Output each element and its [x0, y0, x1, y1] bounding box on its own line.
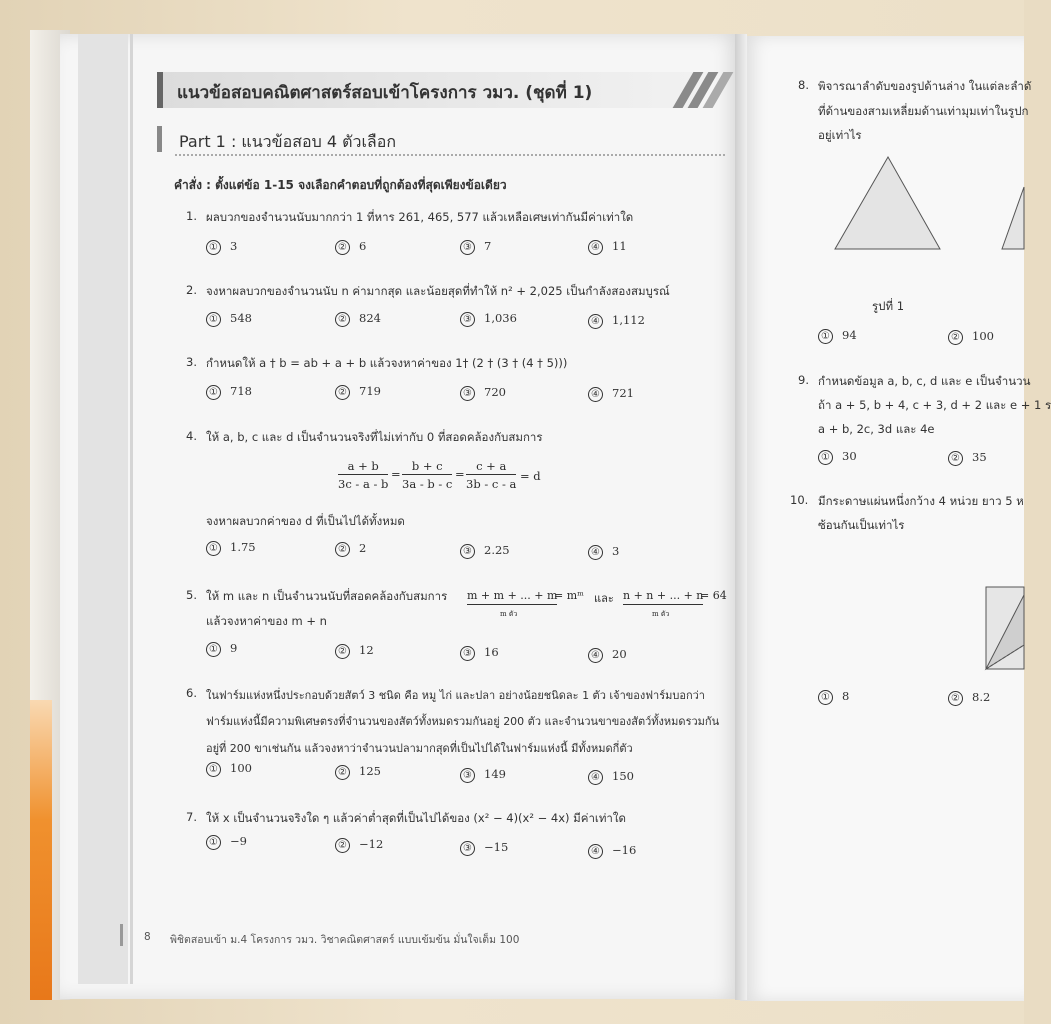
answer-option: ④ 721	[588, 386, 634, 402]
answer-option: ② 100	[948, 329, 994, 345]
triangle-figures	[830, 152, 1024, 254]
choice-circle-icon: ③	[460, 841, 475, 856]
question-text: พิจารณาลำดับของรูปด้านล่าง ในแต่ละลำดั	[818, 79, 1032, 93]
choice-circle-icon: ①	[206, 541, 221, 556]
answer-option: ③ 2.25	[460, 543, 510, 559]
answer-option: ③ −15	[460, 840, 508, 856]
answer-option: ③ 720	[460, 385, 506, 401]
question-text: ให้ a, b, c และ d เป็นจำนวนจริงที่ไม่เท่ากับ 0 ที่สอดคล้องกับสมการ	[206, 430, 543, 444]
equation-end: = d	[520, 469, 541, 483]
equals-sign: =	[455, 467, 465, 481]
choice-circle-icon: ①	[818, 690, 833, 705]
question-text: ให้ m และ n เป็นจำนวนนับที่สอดคล้องกับสมการ	[206, 589, 448, 603]
paper-fold-figure	[984, 585, 1024, 671]
choice-circle-icon: ①	[206, 642, 221, 657]
question-number: 10.	[790, 493, 809, 507]
choice-circle-icon: ④	[588, 844, 603, 859]
question-text-cont: ซ้อนกันเป็นเท่าไร	[818, 518, 905, 532]
choice-circle-icon: ③	[460, 768, 475, 783]
choice-circle-icon: ②	[335, 385, 350, 400]
question-text-cont: แล้วจงหาค่าของ m + n	[206, 614, 327, 628]
instruction-text: คำสั่ง : ตั้งแต่ข้อ 1-15 จงเลือกคำตอบที่ถูกต้องที่สุดเพียงข้อเดียว	[174, 178, 507, 192]
question-text: ในฟาร์มแห่งหนึ่งประกอบด้วยสัตว์ 3 ชนิด คือ หมู ไก่ และปลา อย่างน้อยชนิดละ 1 ตัว เจ้าของฟาร์มบอกว่า	[206, 689, 705, 702]
choice-circle-icon: ②	[335, 542, 350, 557]
answer-option: ② 125	[335, 764, 381, 780]
question-number: 1.	[186, 209, 197, 223]
choice-circle-icon: ①	[206, 312, 221, 327]
fraction: $\frac{a + b}{3c - a - b}$	[338, 459, 389, 491]
footer-bar	[120, 924, 123, 946]
equation-result: = mᵐ	[554, 589, 584, 602]
answer-option: ③ 149	[460, 767, 506, 783]
question-text-cont: ถ้า a + 5, b + 4, c + 3, d + 2 และ e + 1 ร	[818, 398, 1051, 412]
section-title-banner	[157, 72, 725, 108]
answer-option: ③ 16	[460, 645, 499, 661]
answer-option: ① 9	[206, 641, 237, 657]
choice-circle-icon: ②	[335, 765, 350, 780]
choice-circle-icon: ②	[335, 644, 350, 659]
answer-option: ④ −16	[588, 843, 636, 859]
answer-option: ④ 1,112	[588, 313, 645, 329]
choice-circle-icon: ②	[335, 312, 350, 327]
answer-option: ① 30	[818, 449, 857, 465]
question-number: 8.	[798, 78, 809, 92]
choice-circle-icon: ②	[335, 838, 350, 853]
answer-option: ③ 7	[460, 239, 491, 255]
choice-circle-icon: ④	[588, 314, 603, 329]
equals-sign: =	[391, 467, 401, 481]
choice-circle-icon: ④	[588, 387, 603, 402]
choice-circle-icon: ③	[460, 646, 475, 661]
choice-circle-icon: ④	[588, 240, 603, 255]
answer-option: ① 100	[206, 761, 252, 777]
choice-circle-icon: ②	[335, 240, 350, 255]
choice-circle-icon: ②	[948, 451, 963, 466]
answer-option: ④ 11	[588, 239, 627, 255]
figure-caption: รูปที่ 1	[872, 299, 905, 313]
answer-option: ② 6	[335, 239, 366, 255]
answer-option: ④ 20	[588, 647, 627, 663]
answer-option: ② 824	[335, 311, 381, 327]
choice-circle-icon: ③	[460, 240, 475, 255]
answer-option: ④ 150	[588, 769, 634, 785]
page-margin-strip	[78, 34, 128, 984]
question-text-cont: ฟาร์มแห่งนี้มีความพิเศษตรงที่จำนวนของสัตว์ทั้งหมดรวมกันอยู่ 200 ตัว และจำนวนขาของสัตว์ทั้งหมดรวมกัน	[206, 715, 720, 728]
book-gutter	[735, 34, 747, 1000]
choice-circle-icon: ④	[588, 770, 603, 785]
choice-circle-icon: ①	[206, 385, 221, 400]
question-number: 5.	[186, 588, 197, 602]
conjunction: และ	[594, 592, 614, 605]
fraction: $\frac{b + c}{3a - b - c}$	[402, 459, 453, 491]
equation-result: = 64	[700, 589, 727, 602]
choice-circle-icon: ②	[948, 330, 963, 345]
equation-sum-caption: m ตัว	[652, 610, 670, 618]
choice-circle-icon: ①	[206, 762, 221, 777]
question-text: จงหาผลบวกของจำนวนนับ n ค่ามากสุด และน้อยสุดที่ทำให้ n² + 2,025 เป็นกำลังสองสมบูรณ์	[206, 284, 670, 298]
answer-option: ② 12	[335, 643, 374, 659]
question-text: ผลบวกของจำนวนนับมากกว่า 1 ที่หาร 261, 465, 577 แล้วเหลือเศษเท่ากันมีค่าเท่าใด	[206, 210, 634, 224]
question-number: 4.	[186, 429, 197, 443]
answer-option: ① 548	[206, 311, 252, 327]
answer-option: ① 8	[818, 689, 849, 705]
choice-circle-icon: ①	[818, 450, 833, 465]
answer-option: ① −9	[206, 834, 247, 850]
question-text: ให้ x เป็นจำนวนจริงใด ๆ แล้วค่าต่ำสุดที่เป็นไปได้ของ (x² − 4)(x² − 4x) มีค่าเท่าใด	[206, 811, 626, 825]
fraction: $\frac{c + a}{3b - c - a}$	[466, 459, 517, 491]
answer-option: ② 2	[335, 541, 366, 557]
question-text-cont: อยู่ที่ 200 ขาเช่นกัน แล้วจงหาว่าจำนวนปลามากสุดที่เป็นไปได้ในฟาร์มแห่งนี้ มีทั้งหมดกี่ตัว	[206, 742, 633, 755]
question-text: กำหนดให้ a † b = ab + a + b แล้วจงหาค่าของ 1† (2 † (3 † (4 † 5)))	[206, 356, 568, 370]
choice-circle-icon: ①	[206, 240, 221, 255]
answer-option: ① 94	[818, 328, 857, 344]
answer-option: ② 8.2	[948, 690, 990, 706]
question-text-cont: อยู่เท่าไร	[818, 128, 862, 142]
question-text-cont: a + b, 2c, 3d และ 4e	[818, 422, 935, 436]
dotted-divider	[175, 154, 725, 156]
choice-circle-icon: ④	[588, 648, 603, 663]
choice-circle-icon: ③	[460, 386, 475, 401]
section-title: แนวข้อสอบคณิตศาสตร์สอบเข้าโครงการ วมว. (ชุดที่ 1)	[177, 83, 593, 103]
question-number: 2.	[186, 283, 197, 297]
choice-circle-icon: ③	[460, 544, 475, 559]
choice-circle-icon: ①	[818, 329, 833, 344]
answer-option: ① 1.75	[206, 540, 256, 556]
choice-circle-icon: ②	[948, 691, 963, 706]
question-number: 3.	[186, 355, 197, 369]
equation-sum-m: m + m + ... + m	[467, 589, 557, 605]
page-number: 8	[144, 931, 151, 943]
answer-option: ② 35	[948, 450, 987, 466]
question-number: 7.	[186, 810, 197, 824]
page-margin-line	[130, 34, 133, 984]
answer-option: ② 719	[335, 384, 381, 400]
choice-circle-icon: ③	[460, 312, 475, 327]
equation-sum-n: n + n + ... + n	[623, 589, 703, 605]
question-text-cont: ที่ด้านของสามเหลี่ยมด้านเท่ามุมเท่าในรูปก	[818, 104, 1029, 118]
answer-option: ① 3	[206, 239, 237, 255]
choice-circle-icon: ④	[588, 545, 603, 560]
answer-option: ① 718	[206, 384, 252, 400]
answer-option: ③ 1,036	[460, 311, 517, 327]
question-number: 9.	[798, 373, 809, 387]
footer-title: พิชิตสอบเข้า ม.4 โครงการ วมว. วิชาคณิตศาสตร์ แบบเข้มข้น มั่นใจเต็ม 100	[170, 934, 520, 946]
equation-sum-caption: m ตัว	[500, 610, 518, 618]
question-text: มีกระดาษแผ่นหนึ่งกว้าง 4 หน่วย ยาว 5 ห	[818, 494, 1024, 508]
choice-circle-icon: ①	[206, 835, 221, 850]
book-cover-edge	[30, 700, 52, 1000]
question-text: กำหนดข้อมูล a, b, c, d และ e เป็นจำนวน	[818, 374, 1031, 388]
answer-option: ② −12	[335, 837, 383, 853]
answer-option: ④ 3	[588, 544, 619, 560]
question-text-cont: จงหาผลบวกค่าของ d ที่เป็นไปได้ทั้งหมด	[206, 514, 405, 528]
question-number: 6.	[186, 686, 197, 700]
